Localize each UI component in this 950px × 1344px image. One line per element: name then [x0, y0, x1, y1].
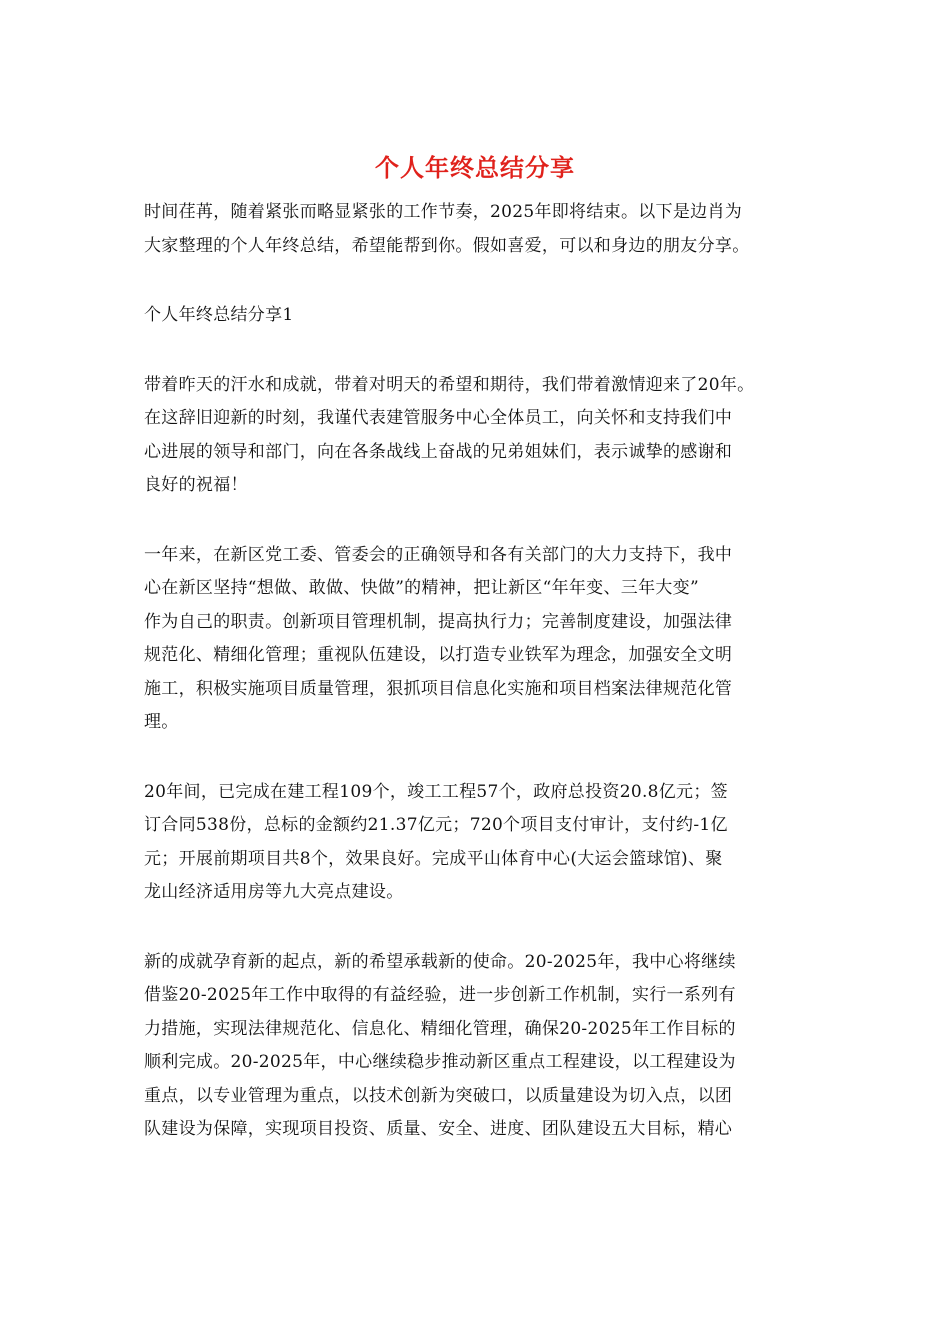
paragraph-line: 一年来，在新区党工委、管委会的正确领导和各有关部门的大力支持下，我中	[144, 544, 733, 565]
paragraph-line: 龙山经济适用房等九大亮点建设。	[144, 882, 404, 902]
paragraph-line: 理。	[144, 712, 179, 732]
paragraph-2	[144, 539, 814, 740]
paragraph-line: 时间荏苒，随着紧张而略显紧张的工作节奏，2025年即将结束。以下是边肖为	[144, 202, 743, 222]
paragraph-line: 带着昨天的汗水和成就，带着对明天的希望和期待，我们带着激情迎来了20年。	[144, 374, 755, 395]
paragraph-line: 作为自己的职责。创新项目管理机制，提高执行力；完善制度建设，加强法律	[144, 611, 733, 632]
paragraph-line: 新的成就孕育新的起点，新的希望承载新的使命。20-2025年，我中心将继续	[144, 951, 736, 972]
paragraph-line: 重点，以专业管理为重点，以技术创新为突破口，以质量建设为切入点，以团	[144, 1085, 733, 1106]
paragraph-line: 施工，积极实施项目质量管理，狠抓项目信息化实施和项目档案法律规范化管	[144, 678, 733, 699]
paragraph-line: 借鉴20-2025年工作中取得的有益经验，进一步创新工作机制，实行一系列有	[144, 985, 736, 1005]
paragraph-line: 顺利完成。20-2025年，中心继续稳步推动新区重点工程建设，以工程建设为	[144, 1052, 736, 1072]
section-heading: 个人年终总结分享1	[144, 305, 294, 325]
paragraph-line: 在这辞旧迎新的时刻，我谨代表建管服务中心全体员工，向关怀和支持我们中	[144, 408, 733, 428]
paragraph-line: 20年间，已完成在建工程109个，竣工工程57个，政府总投资20.8亿元；签	[144, 781, 728, 802]
paragraph-4	[144, 946, 814, 1147]
paragraph-line: 心在新区坚持“想做、敢做、快做”的精神，把让新区“年年变、三年大变”	[144, 578, 699, 598]
paragraph-line: 订合同538份，总标的金额约21.37亿元；720个项目支付审计，支付约-1亿	[144, 815, 728, 835]
paragraph-line: 队建设为保障，实现项目投资、质量、安全、进度、团队建设五大目标，精心	[144, 1119, 733, 1139]
paragraph-3	[144, 776, 814, 910]
paragraph-1	[144, 369, 814, 503]
paragraph-line: 元；开展前期项目共8个，效果良好。完成平山体育中心(大运会篮球馆)、聚	[144, 848, 723, 869]
paragraph-line: 规范化、精细化管理；重视队伍建设，以打造专业铁军为理念，加强安全文明	[144, 645, 733, 665]
document-title: 个人年终总结分享	[375, 153, 575, 182]
document-body	[144, 196, 814, 1147]
paragraph-line: 大家整理的个人年终总结，希望能帮到你。假如喜爱，可以和身边的朋友分享。	[144, 235, 750, 256]
paragraph-line: 心进展的领导和部门，向在各条战线上奋战的兄弟姐妹们，表示诚挚的感谢和	[144, 441, 733, 462]
paragraph-line: 力措施，实现法律规范化、信息化、精细化管理，确保20-2025年工作目标的	[144, 1018, 736, 1039]
paragraph-line: 良好的祝福！	[144, 475, 248, 495]
intro-paragraph	[144, 196, 814, 263]
